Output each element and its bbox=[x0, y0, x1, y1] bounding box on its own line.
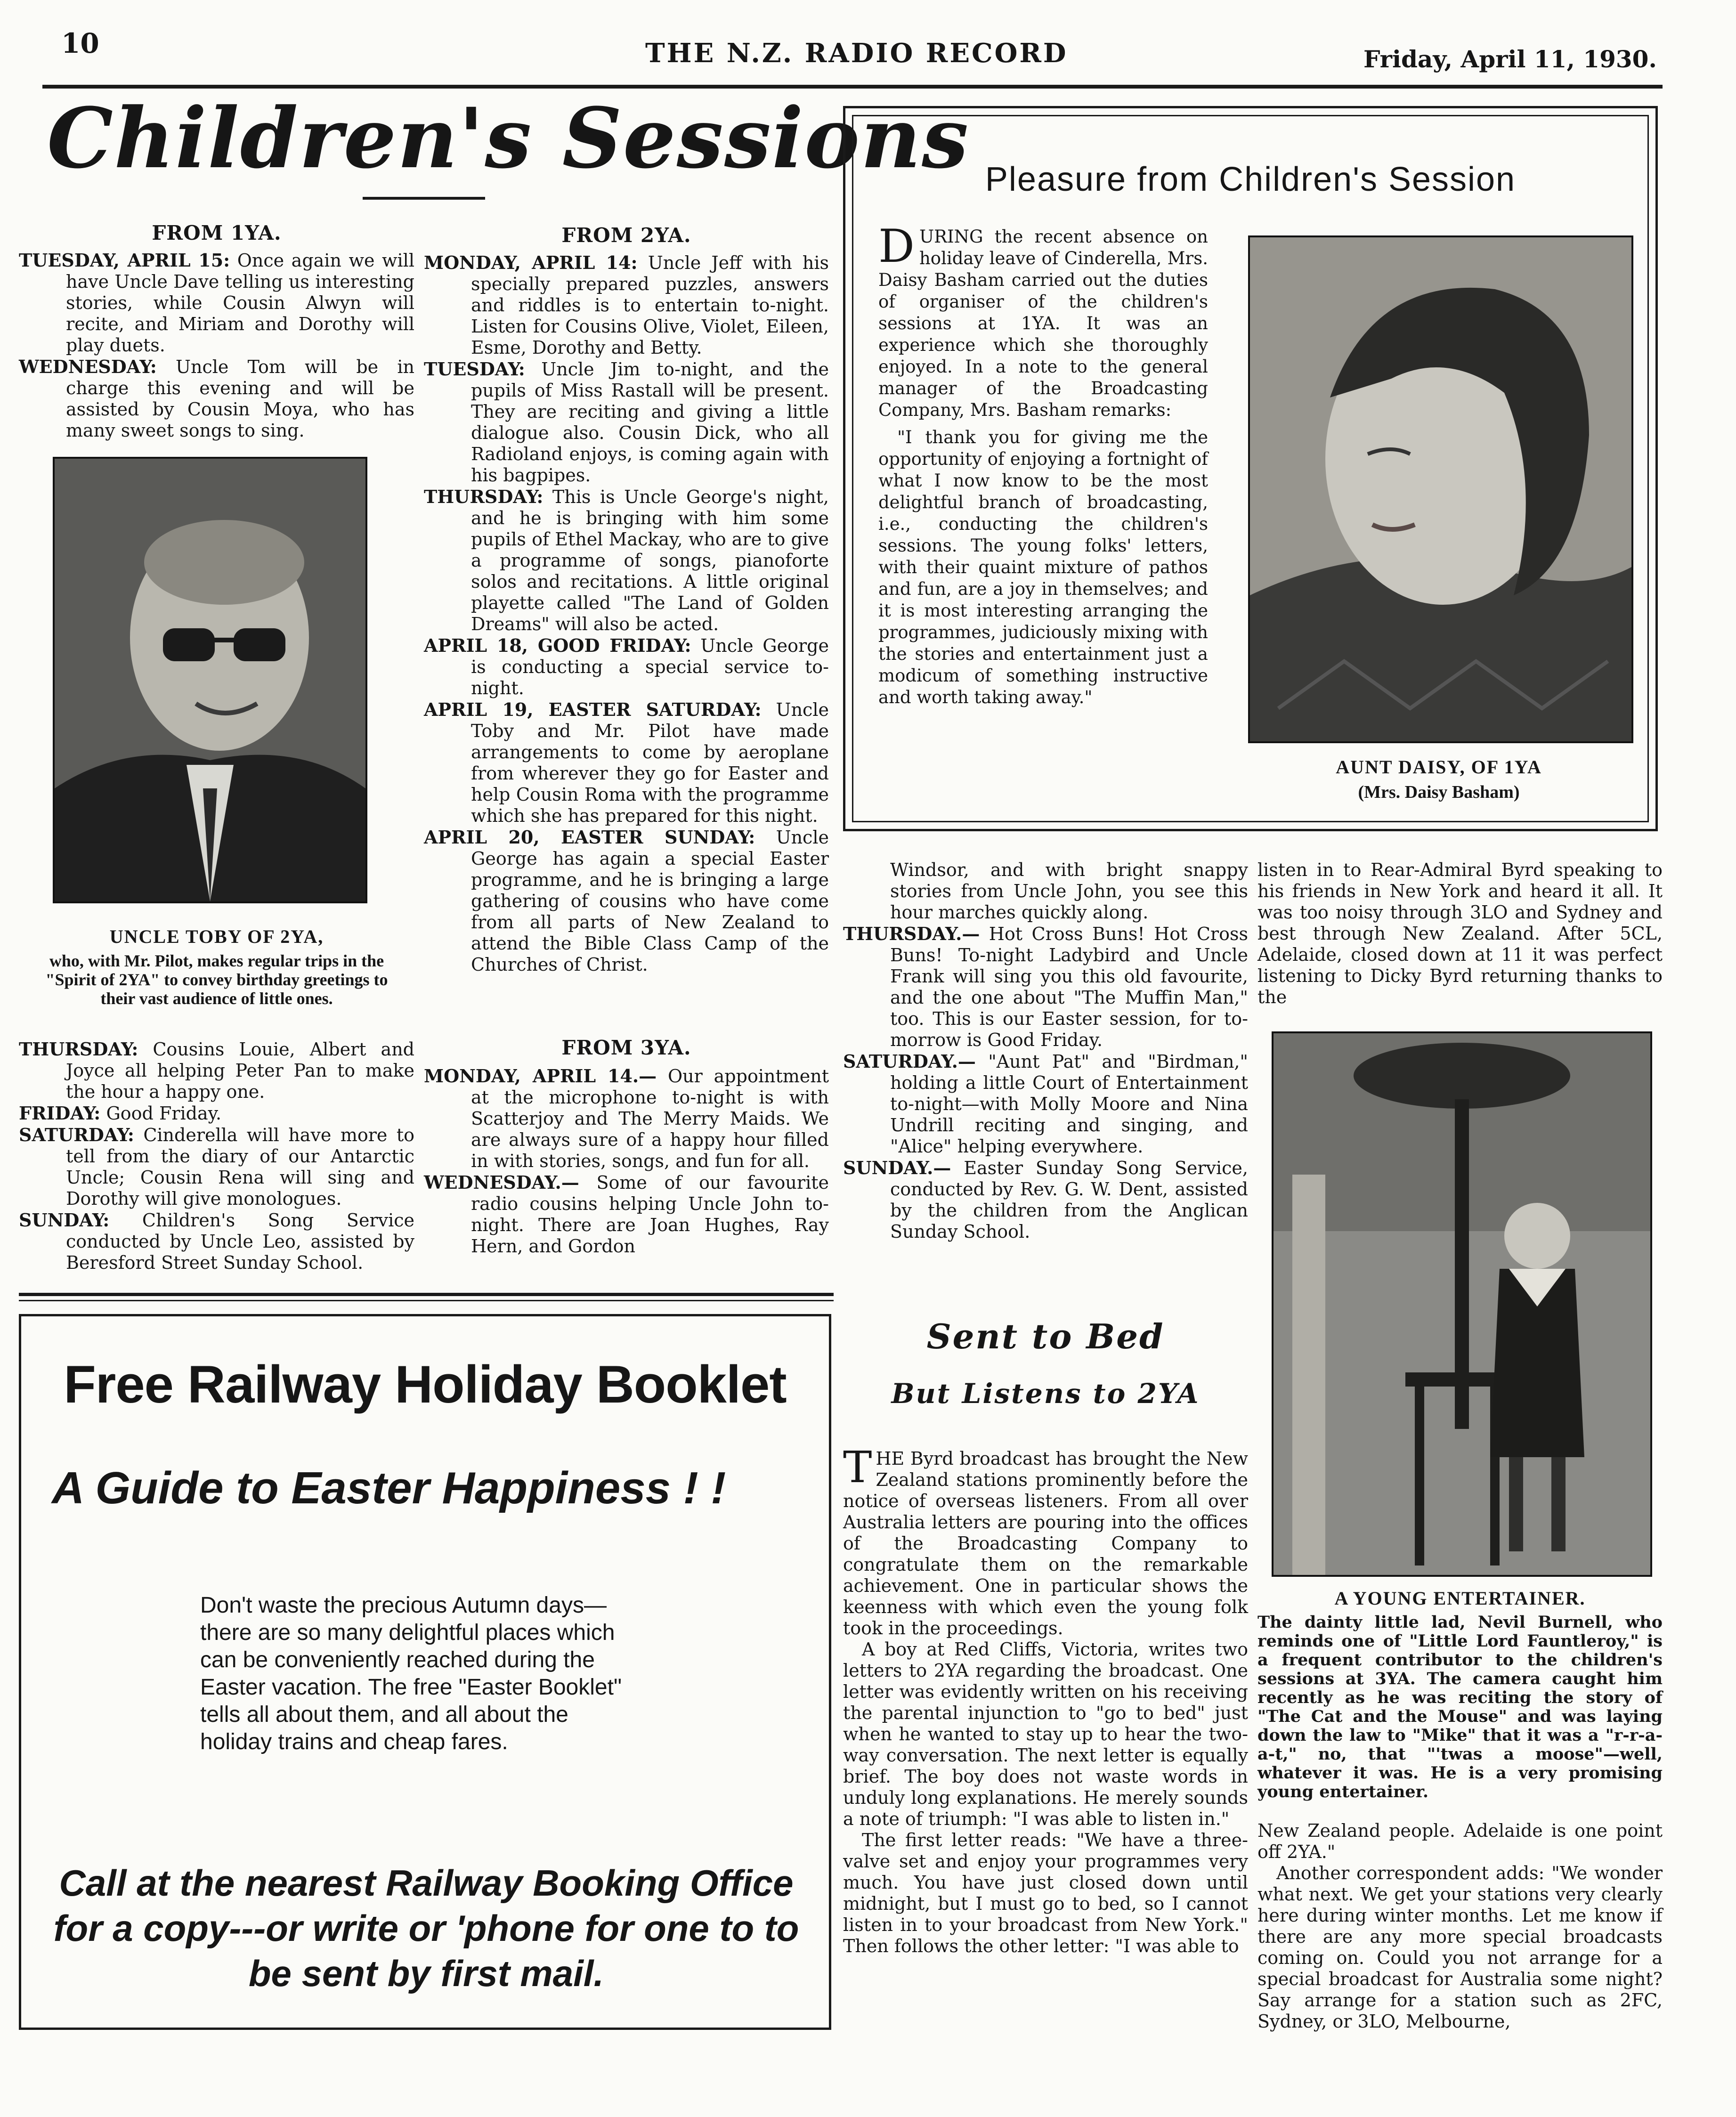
from-1ya-heading: FROM 1YA. bbox=[152, 221, 282, 244]
entertainer-text: The dainty little lad, Nevil Burnell, who reminds one of "Little Lord Fauntleroy," is a frequent contributor to the children's sessions at 3YA. The camera caught him recently as he was reciting the story of "The Cat and the Mouse" and was laying down the law to "Mike" that it was a "r-r-a-a-t," no, that "'twas a moose"—well, whatever it was. He is a very promising young entertainer. bbox=[1257, 1613, 1663, 1801]
list-item: THURSDAY.— Hot Cross Buns! Hot Cross Buns! To-night Ladybird and Uncle Frank will sing you this old favourite, and the one about "The Muffin Man," too. This is our Easter session, for to-morrow is Good Friday. bbox=[843, 923, 1248, 1050]
entertainer-title: A YOUNG ENTERTAINER. bbox=[1334, 1588, 1586, 1609]
drop-cap: D bbox=[878, 220, 915, 273]
list-item: SUNDAY.— Easter Sunday Song Service, conducted by Rev. G. W. Dent, assisted by the children from the Anglican Sunday School. bbox=[843, 1157, 1248, 1242]
list-item: MONDAY, APRIL 14.— Our appointment at the microphone to-night is with Scatterjoy and The Merry Maids. We are always sure of a happy hour filled in with stories, songs, and fun for all. bbox=[424, 1065, 829, 1171]
from-2ya-heading: FROM 2YA. bbox=[561, 224, 691, 247]
pleasure-body: DURING the recent absence on holiday leave of Cinderella, Mrs. Daisy Basham carried out the duties of organiser of the children's sessions at 1YA. It was an experience which she thoroughly enjoyed. In a note to the general manager of the Broadcasting Company, Mrs. Basham remarks: "I thank you for giving me the opportunity of enjoying a fortnight of what I now know to be the most delightful branch of broadcasting, i.e., conducting the children's sessions. The young folks' letters, with their quaint mixture of pathos and fun, are a joy in themselves; and it is most interesting arranging the programmes, judiciously mixing with the stories and entertainment just a modicum of something instructive and worth taking away." bbox=[878, 220, 1208, 707]
from-1ya-block bbox=[19, 250, 414, 441]
sent-to-bed-body: THE Byrd broadcast has brought the New Zealand stations prominently before the notice of overseas listeners. From all over Australia letters are pouring into the offices of the Broadcasting Company to congratulate them on the remarkable achievement. One in particular shows the keenness with which even the young folk took in the proceedings. A boy at Red Cliffs, Victoria, writes two letters to 2YA regarding the broadcast. One letter was evidently written on his receiving the parental injunction to "go to bed" just when he wanted to stay up to hear the two-way conversation. The next letter is equally brief. The boy does not waste words in unduly long explanations. He merely sounds a note of triumph: "I was able to listen in." The first letter reads: "We have a three-valve set and enjoy your programmes very much. You have just closed down until midnight, but I must go to bed, so I cannot listen in to your broadcast from New York." Then follows the other letter: "I was able to bbox=[843, 1442, 1248, 1956]
sent-to-bed-heading: Sent to Bed bbox=[926, 1316, 1165, 1356]
uncle-toby-caption-text: who, with Mr. Pilot, makes regular trips in the "Spirit of 2YA" to convey birthday greetings to their vast audience of little ones. bbox=[45, 951, 388, 1008]
page-number: 10 bbox=[61, 27, 99, 59]
from-2ya-block bbox=[424, 252, 829, 975]
uncle-toby-caption-title: UNCLE TOBY OF 2YA, bbox=[109, 926, 324, 947]
issue-date: Friday, April 11, 1930. bbox=[1363, 45, 1657, 73]
aunt-daisy-caption: AUNT DAISY, OF 1YA bbox=[1336, 756, 1542, 778]
uncle-toby-photo bbox=[53, 457, 367, 903]
page-title: Children's Sessions bbox=[47, 89, 970, 187]
aunt-daisy-photo bbox=[1248, 235, 1633, 743]
list-item: SATURDAY: Cinderella will have more to tell from the diary of our Antarctic Uncle; Cousin Rena will sing and Dorothy will give monologues. bbox=[19, 1124, 414, 1209]
sent-to-bed-subheading: But Listens to 2YA bbox=[891, 1378, 1200, 1410]
drop-cap: T bbox=[843, 1442, 872, 1492]
list-item: THURSDAY: This is Uncle George's night, and he is bringing with him some pupils of Ethel Mackay, who are to give a programme of songs, pianoforte solos and recitations. A little original playette called "The Land of Golden Dreams" will also be acted. bbox=[424, 486, 829, 634]
section-rule-thin bbox=[19, 1300, 834, 1301]
section-rule bbox=[19, 1293, 834, 1296]
from-3ya-block bbox=[424, 1065, 829, 1257]
list-item: MONDAY, APRIL 14: Uncle Jeff with his specially prepared puzzles, answers and riddles is to entertain to-night. Listen for Cousins Olive, Violet, Eileen, Esme, Dorothy and Betty. bbox=[424, 252, 829, 358]
young-entertainer-photo bbox=[1272, 1031, 1652, 1577]
ad-subtitle: A Guide to Easter Happiness ! ! bbox=[52, 1463, 726, 1513]
ad-cta: Call at the nearest Railway Booking Office for a copy---or write or 'phone for one to to be sent by first mail. bbox=[53, 1862, 799, 1994]
ad-title: Free Railway Holiday Booklet bbox=[64, 1355, 787, 1414]
ad-body: Don't waste the precious Autumn days—there are so many delightful places which can be conveniently reached during the Easter vacation. The free "Easter Booklet" tells all about them, and all about the holiday trains and cheap fares. bbox=[200, 1593, 622, 1754]
title-underline bbox=[363, 197, 485, 200]
pleasure-heading: Pleasure from Children's Session bbox=[985, 161, 1516, 198]
from-3ya-continued: Windsor, and with bright snappy stories from Uncle John, you see this hour marches quickly along. THURSDAY.— Hot Cross Buns! Hot Cross Buns! To-night Ladybird and Uncle Frank will sing you this old favourite, and the one about "The Muffin Man," too. This is our Easter session, for to-morrow is Good Friday. SATURDAY.— "Aunt Pat" and "Birdman," holding a little Court of Entertainment to-night—with Molly Moore and Nina Undrill reciting and singing, and "Alice" helping everywhere. SUNDAY.— Easter Sunday Song Service, conducted by Rev. G. W. Dent, assisted by the children from the Anglican Sunday School. bbox=[843, 860, 1248, 1242]
list-item: TUESDAY, APRIL 15: Once again we will have Uncle Dave telling us interesting stories, while Cousin Alwyn will recite, and Miriam and Dorothy will play duets. bbox=[19, 250, 414, 356]
from-3ya-heading: FROM 3YA. bbox=[561, 1036, 691, 1059]
sent-to-bed-right-bottom: New Zealand people. Adelaide is one point off 2YA." Another correspondent adds: "We wonder what next. We get your stations very clearly here during winter months. Let me know if there are any more special broadcasts coming on. Could you not arrange for a special broadcast for Australia some night? Say arrange for a station such as 2FC, Sydney, or 3LO, Melbourne, bbox=[1257, 1820, 1663, 2032]
sent-to-bed-right-top: listen in to Rear-Admiral Byrd speaking to his friends in New York and heard it all. It was too noisy through 3LO and Sydney and best through New Zealand. After 5CL, Adelaide, closed down at 11 it was perfect listening to Dicky Byrd returning thanks to the bbox=[1257, 860, 1663, 1007]
list-item: WEDNESDAY: Uncle Tom will be in charge this evening and will be assisted by Cousin Moya, who has many sweet songs to sing. bbox=[19, 356, 414, 441]
list-item: APRIL 18, GOOD FRIDAY: Uncle George is conducting a special service to-night. bbox=[424, 635, 829, 698]
list-item: APRIL 19, EASTER SATURDAY: Uncle Toby and Mr. Pilot have made arrangements to come by aeroplane from wherever they go for Easter and help Cousin Roma with the programme which she has prepared for this night. bbox=[424, 699, 829, 826]
list-item: WEDNESDAY.— Some of our favourite radio cousins helping Uncle John to-night. There are Joan Hughes, Ray Hern, and Gordon bbox=[424, 1172, 829, 1257]
from-1ya-block-b bbox=[19, 1038, 414, 1273]
list-item: APRIL 20, EASTER SUNDAY: Uncle George has again a special Easter programme, and he is bringing a large gathering of cousins who have come from all parts of New Zealand to attend the Bible Class Camp of the Churches of Christ. bbox=[424, 827, 829, 975]
list-item: SUNDAY: Children's Song Service conducted by Uncle Leo, assisted by Beresford Street Sunday School. bbox=[19, 1209, 414, 1273]
list-item: FRIDAY: Good Friday. bbox=[19, 1103, 222, 1124]
aunt-daisy-subcaption: (Mrs. Daisy Basham) bbox=[1358, 782, 1520, 802]
masthead-rule bbox=[42, 85, 1663, 89]
paper-title: THE N.Z. RADIO RECORD bbox=[645, 38, 1068, 69]
list-item: THURSDAY: Cousins Louie, Albert and Joyce all helping Peter Pan to make the hour a happy one. bbox=[19, 1038, 414, 1102]
list-item: TUESDAY: Uncle Jim to-night, and the pupils of Miss Rastall will be present. They are reciting and giving a little dialogue also. Cousin Dick, who all Radioland enjoys, is coming again with his bagpipes. bbox=[424, 358, 829, 486]
list-item: SATURDAY.— "Aunt Pat" and "Birdman," holding a little Court of Entertainment to-night—with Molly Moore and Nina Undrill reciting and singing, and "Alice" helping everywhere. bbox=[843, 1051, 1248, 1157]
